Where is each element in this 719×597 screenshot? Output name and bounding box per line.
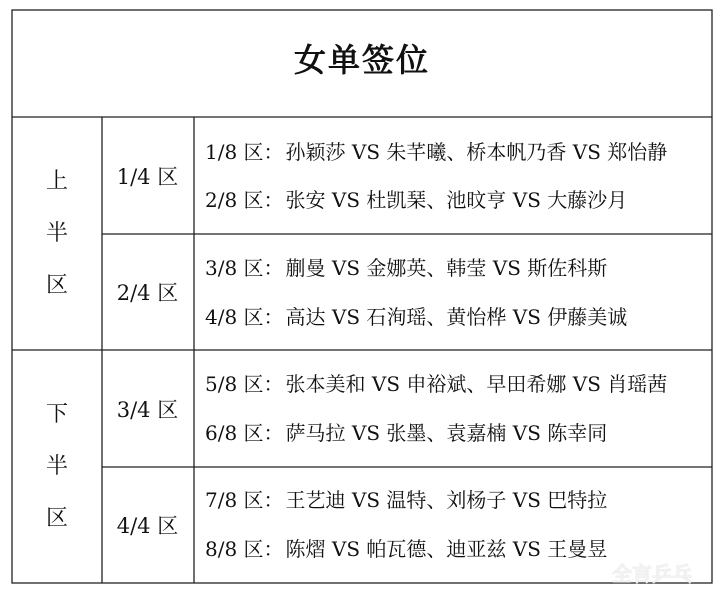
match-row-6 xyxy=(205,419,705,447)
match-pairing: 张安 VS 杜凯琹、池旼亨 VS 大藤沙月 xyxy=(285,188,628,212)
match-row-5 xyxy=(205,370,705,398)
quarter-label-2: 2/4 区 xyxy=(116,281,179,305)
quarter-label-3: 3/4 区 xyxy=(116,397,179,422)
match-pairing: 孙颖莎 VS 朱芊曦、桥本帆乃香 VS 郑怡静 xyxy=(285,140,668,164)
match-row-2 xyxy=(205,186,705,214)
match-row-3 xyxy=(205,254,705,282)
page-title: 女单签位 xyxy=(293,41,430,79)
match-section-label: 6/8 区： xyxy=(205,421,284,445)
match-section-label: 5/8 区： xyxy=(205,372,284,396)
match-row-4 xyxy=(205,303,705,331)
match-row-7 xyxy=(205,486,705,514)
match-pairing: 张本美和 VS 申裕斌、早田希娜 VS 肖瑶茜 xyxy=(285,372,668,396)
match-pairing: 高达 VS 石洵瑶、黄怡桦 VS 伊藤美诚 xyxy=(285,305,628,329)
lower-half-label xyxy=(12,350,102,583)
quarter-label-4: 4/4 区 xyxy=(116,514,179,538)
quarter-label-1: 1/4 区 xyxy=(116,164,179,189)
match-section-label: 8/8 区： xyxy=(205,537,284,561)
match-row-1 xyxy=(205,138,705,166)
watermark: 全言乒乓 xyxy=(612,562,692,586)
match-section-label: 2/8 区： xyxy=(205,188,284,212)
half-char: 下 xyxy=(45,401,68,427)
match-section-label: 1/8 区： xyxy=(205,140,284,164)
match-pairing: 萨马拉 VS 张墨、袁嘉楠 VS 陈幸同 xyxy=(285,421,608,445)
half-char: 区 xyxy=(45,272,68,298)
match-section-label: 7/8 区： xyxy=(205,488,284,512)
half-char: 半 xyxy=(45,220,68,246)
match-section-label: 4/8 区： xyxy=(205,305,284,329)
match-section-label: 3/8 区： xyxy=(205,256,284,280)
half-char: 上 xyxy=(45,168,68,194)
match-pairing: 王艺迪 VS 温特、刘杨子 VS 巴特拉 xyxy=(285,488,608,512)
half-char: 区 xyxy=(45,505,68,531)
match-pairing: 蒯曼 VS 金娜英、韩莹 VS 斯佐科斯 xyxy=(285,256,608,280)
match-pairing: 陈熠 VS 帕瓦德、迪亚兹 VS 王曼昱 xyxy=(285,537,608,561)
half-char: 半 xyxy=(45,453,68,479)
upper-half-label xyxy=(12,117,102,350)
